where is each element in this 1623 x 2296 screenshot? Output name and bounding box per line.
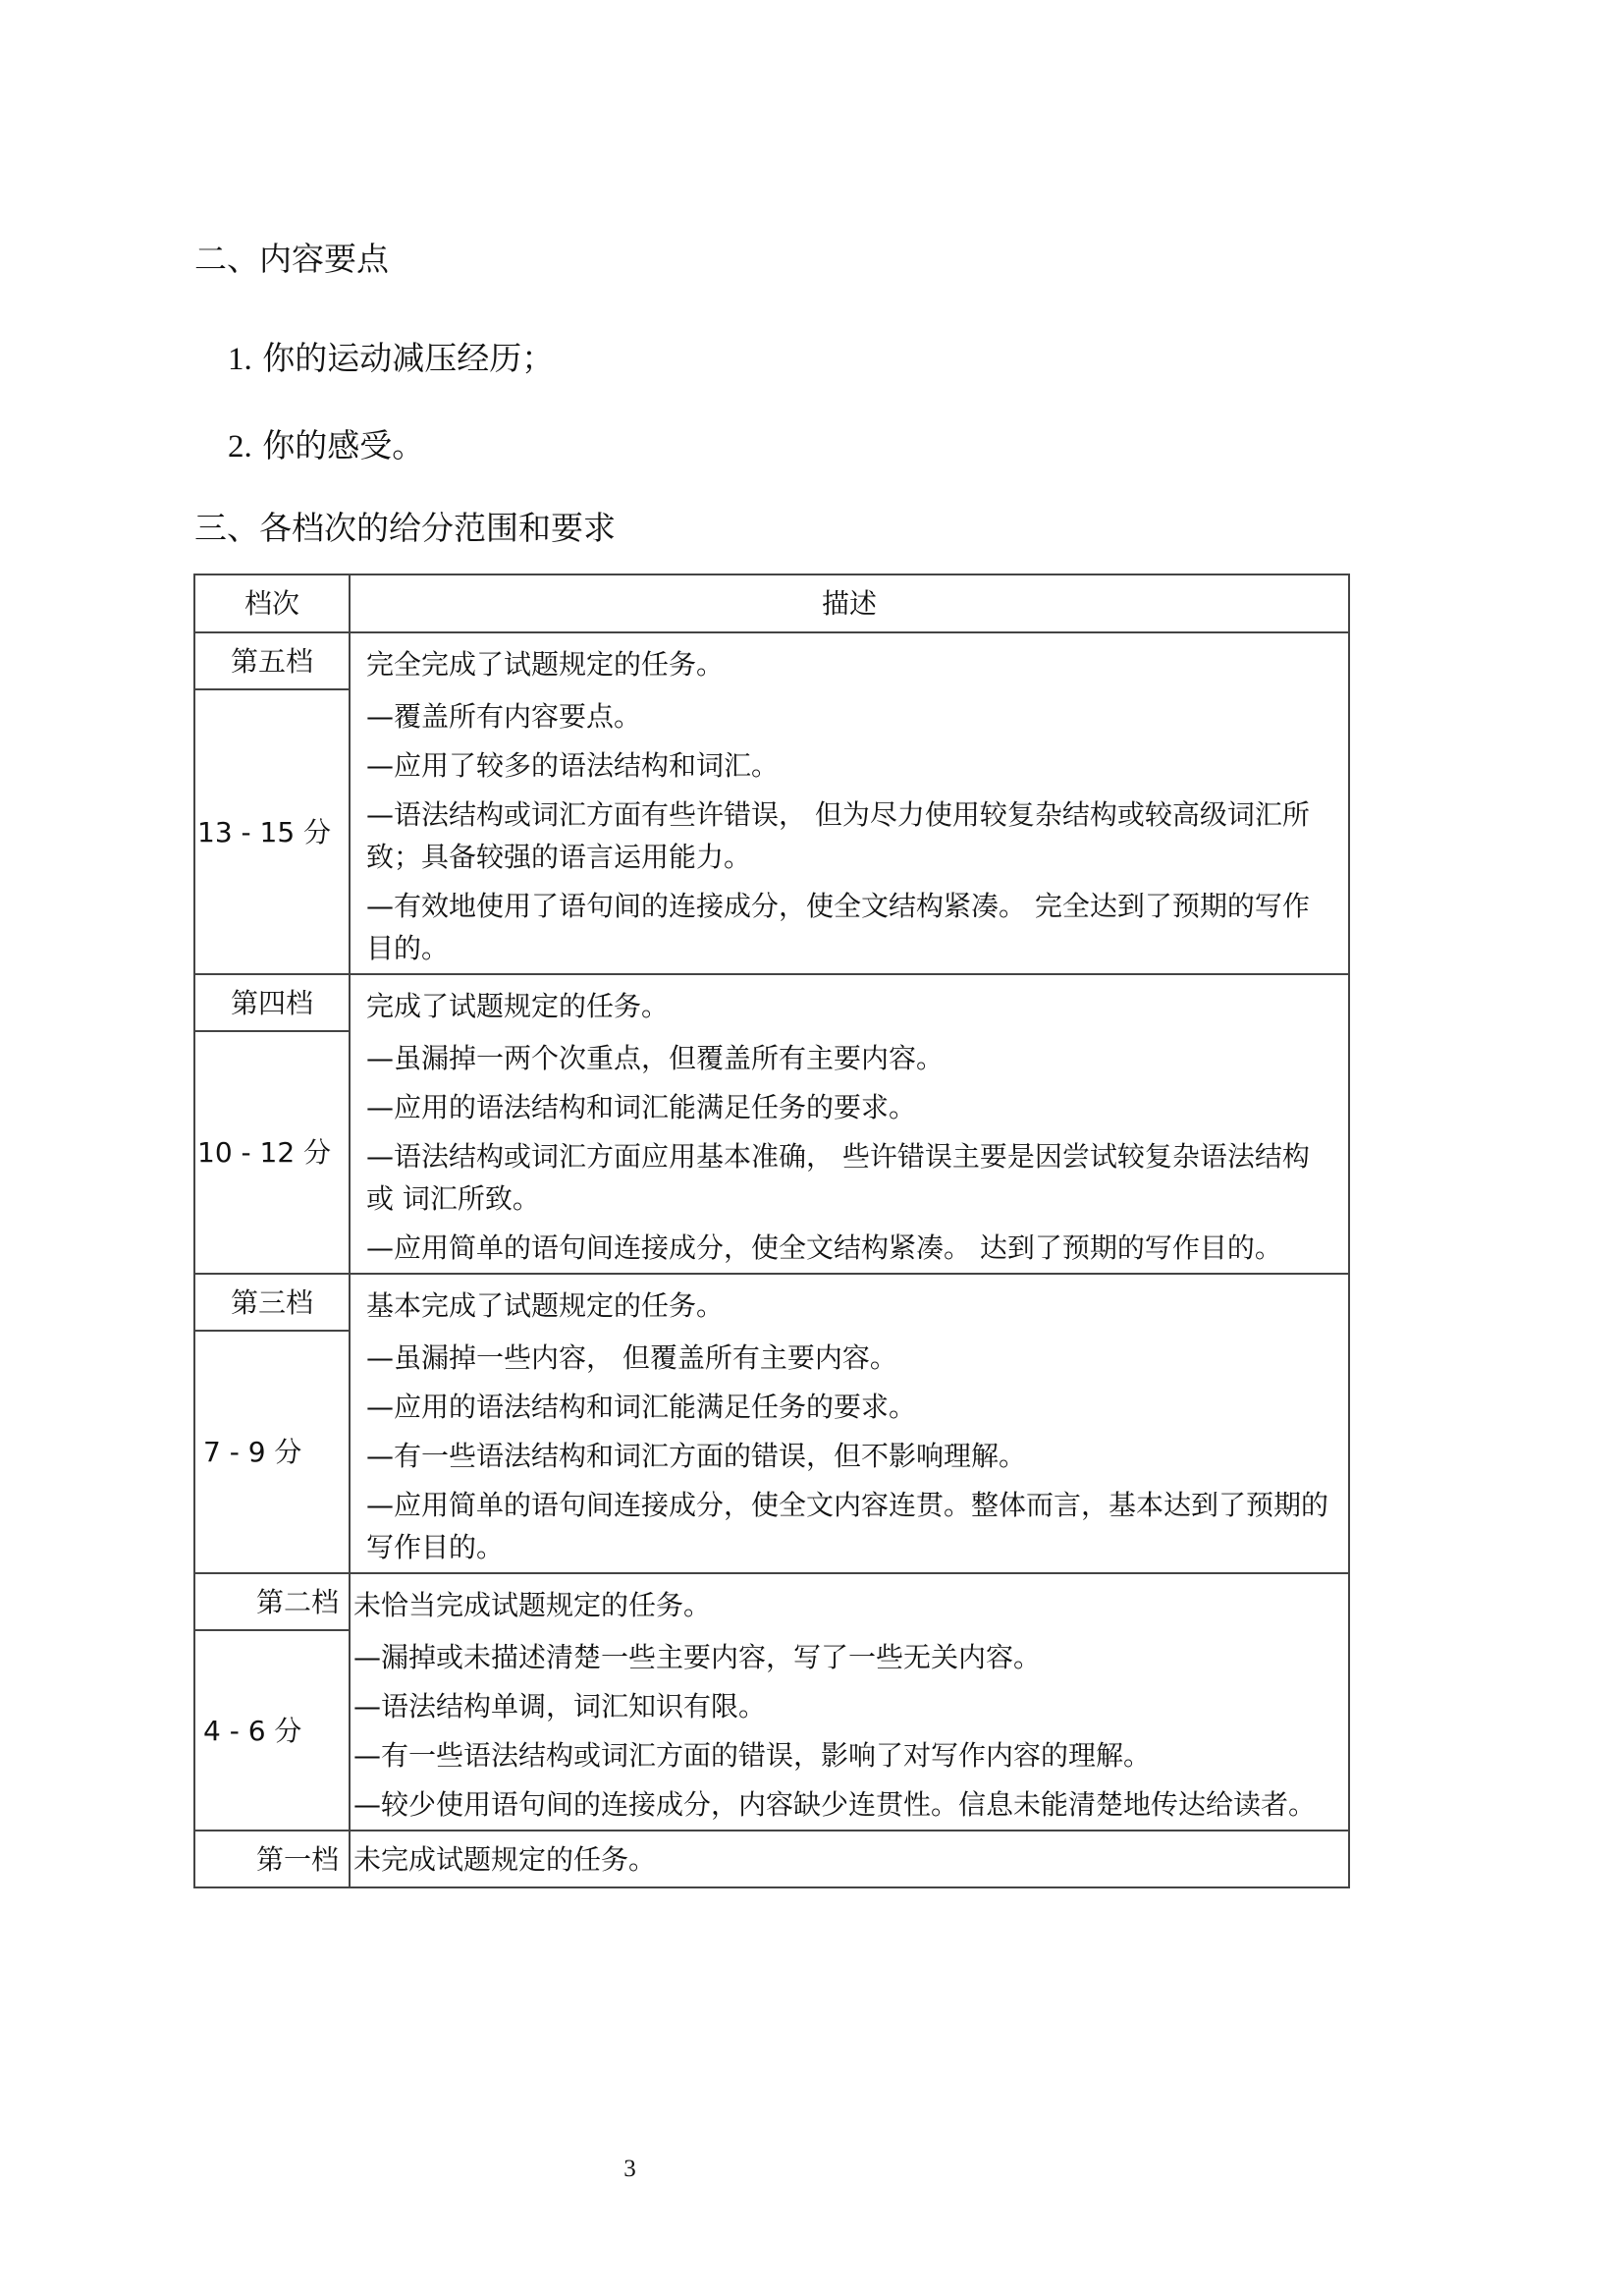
table-row: [194, 1831, 1349, 1887]
band-level: 第五档: [194, 632, 350, 689]
criterion: —应用了较多的语法结构和词汇。: [366, 749, 780, 782]
criterion: —应用的语法结构和词汇能满足任务的要求。: [366, 1391, 917, 1423]
header-level: 档次: [194, 574, 350, 632]
band-level: 第四档: [194, 974, 350, 1031]
table-row: [194, 1573, 1349, 1630]
table-header-row: [194, 574, 1349, 632]
criterion: —虽漏掉一两个次重点，但覆盖所有主要内容。: [366, 1042, 945, 1074]
criterion: —应用简单的语句间连接成分，使全文结构紧凑。 达到了预期的写作目的。: [366, 1231, 1282, 1264]
band-description: [350, 1331, 1349, 1573]
content-point-1: [228, 339, 554, 379]
content-point-2: [228, 426, 424, 466]
band-score: 4 - 6 分: [194, 1630, 350, 1831]
band-lead: 基本完成了试题规定的任务。: [350, 1274, 1349, 1331]
table-row: [194, 1274, 1349, 1331]
point-text: 你的运动减压经历；: [262, 339, 555, 377]
scoring-rubric-table: [193, 574, 1350, 1888]
band-lead: 完全完成了试题规定的任务。: [350, 632, 1349, 689]
page-number: 3: [623, 2156, 636, 2182]
band-level: 第一档: [194, 1831, 350, 1887]
criterion: —较少使用语句间的连接成分，内容缺少连贯性。信息未能清楚地传达给读者。: [353, 1788, 1317, 1821]
criterion: —有一些语法结构或词汇方面的错误，影响了对写作内容的理解。: [353, 1739, 1152, 1772]
criterion: —应用简单的语句间连接成分，使全文内容连贯。整体而言，基本达到了预期的写作目的。: [366, 1489, 1329, 1563]
band-description: [350, 1630, 1349, 1831]
point-number: 1.: [228, 342, 252, 377]
table-row: [194, 632, 1349, 689]
band-level: 第三档: [194, 1274, 350, 1331]
band-description: [350, 689, 1349, 974]
band-score: 7 - 9 分: [194, 1331, 350, 1573]
point-number: 2.: [228, 429, 252, 465]
band-lead: 完成了试题规定的任务。: [350, 974, 1349, 1031]
criterion: —有效地使用了语句间的连接成分，使全文结构紧凑。 完全达到了预期的写作目的。: [366, 890, 1310, 964]
table-row: [194, 689, 1349, 974]
criterion: —语法结构单调，词汇知识有限。: [353, 1690, 767, 1722]
criterion: —语法结构或词汇方面有些许错误， 但为尽力使用较复杂结构或较高级词汇所 致；具备较强的语言运用能力。: [366, 798, 1310, 873]
band-description: [350, 1031, 1349, 1274]
table-row: [194, 1630, 1349, 1831]
criterion: —语法结构或词汇方面应用基本准确， 些许错误主要是因尝试较复杂语法结构或 词汇所致。: [366, 1140, 1310, 1215]
criterion: —覆盖所有内容要点。: [366, 700, 642, 733]
band-score: 13 - 15 分: [194, 689, 350, 974]
header-description: 描述: [350, 574, 1349, 632]
band-lead: 未完成试题规定的任务。: [350, 1831, 1349, 1887]
point-text: 你的感受。: [262, 426, 425, 465]
section-heading-content-points: 二、内容要点: [194, 240, 389, 278]
band-lead: 未恰当完成试题规定的任务。: [350, 1573, 1349, 1630]
criterion: —漏掉或未描述清楚一些主要内容，写了一些无关内容。: [353, 1641, 1042, 1673]
criterion: —应用的语法结构和词汇能满足任务的要求。: [366, 1091, 917, 1123]
section-heading-scoring-bands: 三、各档次的给分范围和要求: [194, 509, 616, 547]
band-level: 第二档: [194, 1573, 350, 1630]
table-row: [194, 1031, 1349, 1274]
criterion: —有一些语法结构和词汇方面的错误，但不影响理解。: [366, 1440, 1027, 1472]
table-row: [194, 974, 1349, 1031]
band-score: 10 - 12 分: [194, 1031, 350, 1274]
table-row: [194, 1331, 1349, 1573]
criterion: —虽漏掉一些内容， 但覆盖所有主要内容。: [366, 1341, 897, 1374]
